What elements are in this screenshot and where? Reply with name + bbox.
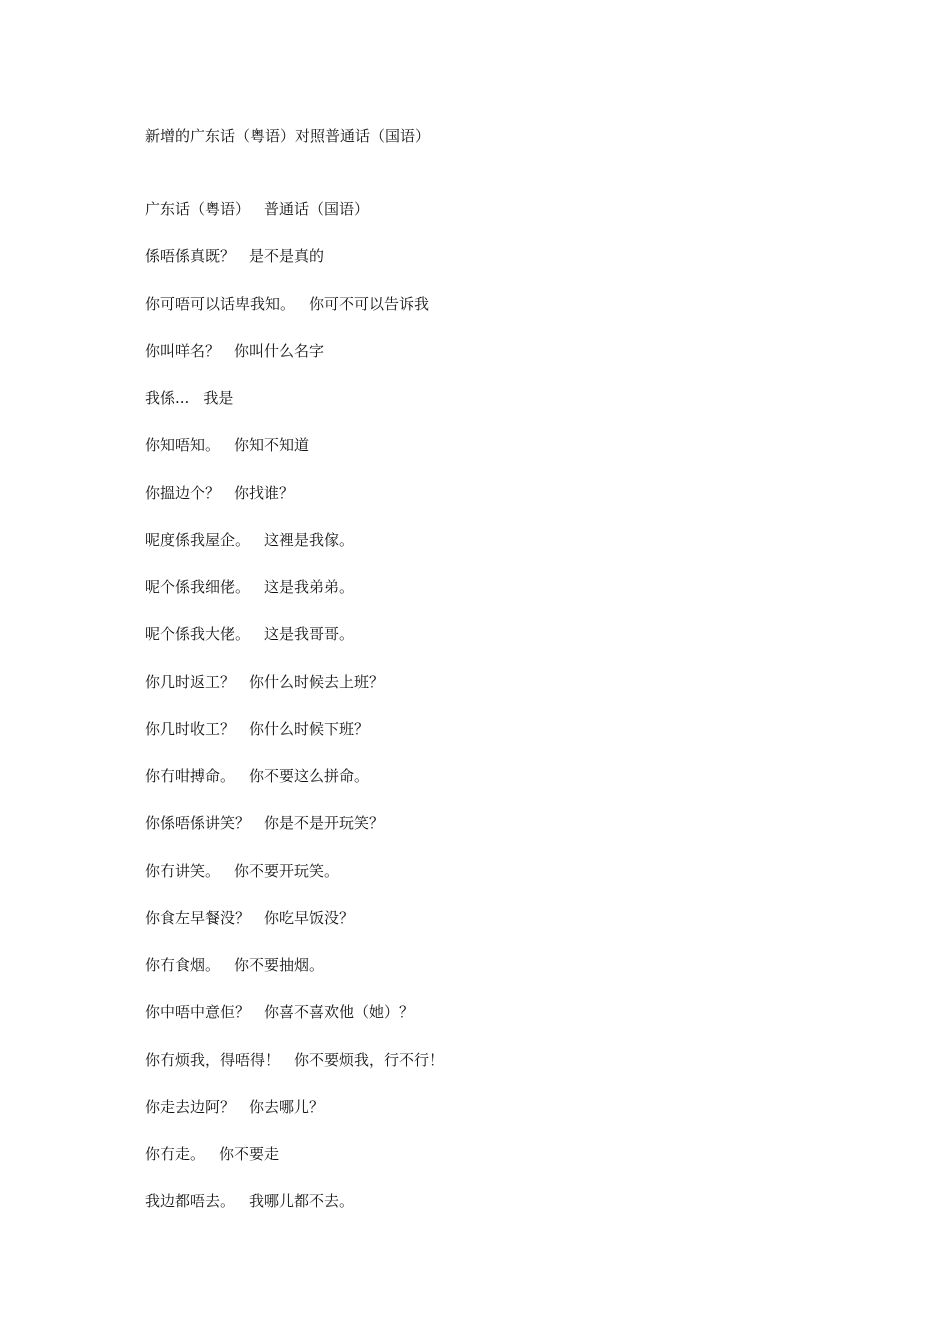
phrase-row: [145, 435, 444, 482]
cantonese-phrase: 你知唔知。: [145, 436, 221, 455]
cantonese-phrase: 你冇食烟。: [145, 956, 221, 974]
cantonese-phrase: 你叫咩名？: [145, 341, 221, 360]
phrase-row: [145, 341, 444, 388]
mandarin-phrase: 你可不可以告诉我: [309, 294, 430, 313]
column-header-row: [145, 199, 444, 246]
phrase-list: [145, 199, 444, 1239]
cantonese-phrase: 我边都唔去。: [145, 1192, 236, 1211]
cantonese-phrase: 你冇咁搏命。: [145, 767, 236, 785]
mandarin-phrase: 你不要走: [219, 1145, 280, 1163]
mandarin-phrase: 我哪儿都不去。: [249, 1192, 355, 1211]
cantonese-phrase: 你走去边阿？: [145, 1097, 236, 1116]
mandarin-phrase: 你什么时候下班？: [249, 719, 370, 738]
phrase-row: [145, 908, 444, 955]
mandarin-column-header: 普通话（国语）: [264, 200, 370, 218]
mandarin-phrase: 你叫什么名字: [234, 341, 325, 360]
phrase-row: [145, 624, 444, 671]
cantonese-phrase: 你可唔可以话卑我知。: [145, 294, 296, 313]
cantonese-phrase: 你几时收工？: [145, 719, 236, 738]
phrase-row: [145, 861, 444, 908]
document-title: 新增的广东话（粤语）对照普通话（国语）: [145, 127, 431, 145]
mandarin-phrase: 你什么时候去上班？: [249, 672, 385, 691]
phrase-row: [145, 388, 444, 435]
mandarin-phrase: 你不要烦我，行不行！: [294, 1050, 445, 1069]
phrase-row: [145, 1191, 444, 1238]
phrase-row: [145, 955, 444, 1002]
mandarin-phrase: 你吃早饭没？: [264, 908, 355, 927]
phrase-row: [145, 246, 444, 293]
cantonese-phrase: 呢个係我大佬。: [145, 625, 251, 644]
mandarin-phrase: 你是不是开玩笑？: [264, 814, 385, 833]
cantonese-phrase: 你中唔中意佢？: [145, 1003, 251, 1022]
mandarin-phrase: 你知不知道: [234, 436, 310, 455]
cantonese-phrase: 你搵边个？: [145, 483, 221, 502]
phrase-row: [145, 766, 444, 813]
cantonese-phrase: 你食左早餐没？: [145, 908, 251, 927]
phrase-row: [145, 530, 444, 577]
cantonese-phrase: 你冇烦我，得唔得！: [145, 1050, 281, 1069]
mandarin-phrase: 你喜不喜欢他（她）？: [264, 1003, 415, 1022]
phrase-row: [145, 577, 444, 624]
mandarin-phrase: 这裡是我傢。: [264, 530, 355, 549]
cantonese-phrase: 你係唔係讲笑？: [145, 814, 251, 833]
phrase-row: [145, 1002, 444, 1049]
phrase-row: [145, 719, 444, 766]
mandarin-phrase: 你找谁？: [234, 483, 295, 502]
mandarin-phrase: 这是我哥哥。: [264, 625, 355, 644]
phrase-row: [145, 294, 444, 341]
phrase-row: [145, 483, 444, 530]
cantonese-phrase: 我係...: [145, 389, 190, 407]
mandarin-phrase: 你不要开玩笑。: [234, 861, 340, 880]
mandarin-phrase: 是不是真的: [249, 247, 325, 266]
cantonese-phrase: 呢度係我屋企。: [145, 530, 251, 549]
mandarin-phrase: 这是我弟弟。: [264, 578, 355, 596]
cantonese-phrase: 你几时返工？: [145, 672, 236, 691]
cantonese-column-header: 广东话（粤语）: [145, 200, 251, 218]
phrase-row: [145, 1050, 444, 1097]
mandarin-phrase: 你不要抽烟。: [234, 956, 325, 974]
cantonese-phrase: 係唔係真既？: [145, 247, 236, 266]
cantonese-phrase: 你冇走。: [145, 1145, 206, 1163]
phrase-row: [145, 672, 444, 719]
phrase-row: [145, 813, 444, 860]
mandarin-phrase: 你不要这么拼命。: [249, 767, 370, 785]
cantonese-phrase: 你冇讲笑。: [145, 861, 221, 880]
mandarin-phrase: 你去哪儿？: [249, 1097, 325, 1116]
cantonese-phrase: 呢个係我细佬。: [145, 578, 251, 596]
phrase-row: [145, 1097, 444, 1144]
mandarin-phrase: 我是: [203, 389, 234, 407]
phrase-row: [145, 1144, 444, 1191]
